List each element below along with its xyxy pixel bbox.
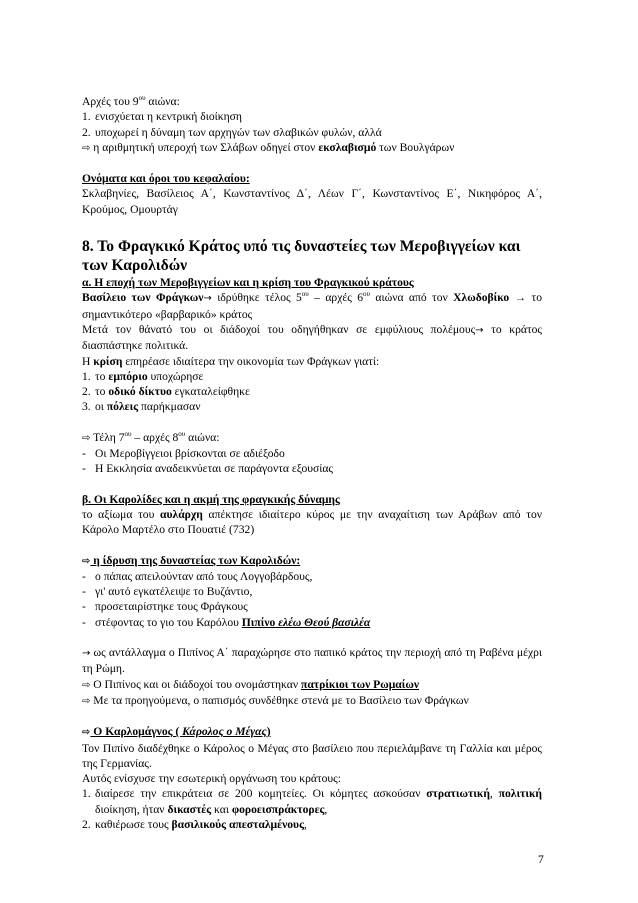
names-terms-heading: Ονόματα και όροι του κεφαλαίου: (82, 172, 250, 186)
arrow-right-icon: ⇨ (82, 695, 91, 707)
list-item: - Η Εκκλησία αναδεικνύεται σε παράγοντα εξουσίας (82, 462, 334, 476)
founding-heading: ⇨ η ίδρυση της δυναστείας των Καρολιδών: (82, 553, 301, 567)
charlemagne-paragraph: Τον Πιπίνο διαδέχθηκε ο Κάρολος ο Μέγας στο βασίλειο που περιελάμβανε τη Γαλλία και μέρος της Γερμανίας. (82, 741, 542, 770)
names-terms-text: Σκλαβηνίες, Βασίλειος Α΄, Κωνσταντίνος Δ΄, Λέων Γ΄, Κωνσταντίνος Ε΄, Νικηφόρος Α΄, Κρούμος, Ομουρτάγ (82, 187, 542, 216)
list-item: 3. οι πόλεις παρήκμασαν (82, 400, 201, 414)
exchange-paragraph: → ως αντάλλαγμα ο Πιπίνος Α΄ παραχώρησε στο παπικό κράτος την περιοχή από τη Ραβένα μέχρι τη Ρώμη. (82, 646, 542, 676)
intro-text: Αρχές του 9 (82, 95, 139, 108)
arrow-right-icon: ⇨ (82, 555, 91, 567)
arrow-right-icon: ⇨ (82, 679, 91, 691)
section-b-heading: β. Οι Καρολίδες και η ακμή της φραγκικής δύναμης (82, 492, 340, 506)
list-item: - προσεταιρίστηκε τους Φράγκους (82, 600, 248, 614)
section-b-paragraph: το αξίωμα του αυλάρχη απέκτησε ιδιαίτερο κύρος με την αναχαίτιση των Αράβων από τον Κάρολο Μαρτέλο στο Πουατιέ (732) (82, 507, 542, 537)
arrow-line: ⇨ η αριθμητική υπεροχή των Σλάβων οδηγεί στον εκσλαβισμό των Βουλγάρων (82, 140, 455, 154)
arrow-right-icon: → (509, 291, 532, 305)
section-a-paragraph: Η κρίση επηρέασε ιδιαίτερα την οικονομία των Φράγκων γιατί: (82, 354, 380, 368)
superscript: ου (138, 94, 146, 102)
list-item: - Οι Μεροβίγγειοι βρίσκονται σε αδιέξοδο (82, 447, 285, 461)
arrow-line: ⇨ Με τα προηγούμενα, ο παπισμός συνδέθηκε στενά με το Βασίλειο των Φράγκων (82, 693, 469, 707)
list-item: 1. το εμπόριο υποχώρησε (82, 369, 204, 383)
arrow-right-icon: ⇨ (82, 432, 91, 444)
page-number: 7 (538, 853, 544, 866)
document-page (82, 94, 542, 832)
list-item: 2. καθιέρωσε τους βασιλικούς απεσταλμένους, (82, 817, 307, 831)
arrow-right-icon: ⇨ (82, 727, 91, 739)
section-a-paragraph: Μετά τον θάνατό του οι διάδοχοί του οδηγήθηκαν σε εμφύλιους πολέμους→ το κράτος διασπάστηκε πολιτικά. (82, 322, 542, 353)
intro-line (82, 94, 542, 109)
chapter-title: 8. Το Φραγκικό Κράτος υπό τις δυναστείες των Μεροβιγγείων και των Καρολιδών (82, 238, 521, 275)
list-item: - στέφοντας το γιο του Καρόλου Πιπίνο ελέω Θεού βασιλέα (82, 615, 371, 629)
arrow-line: ⇨ Τέλη $7^{o\upsilon}$ – αρχές $8^{o\upsilon}$ αιώνα: (82, 429, 220, 444)
arrow-right-icon: → (475, 324, 484, 336)
arrow-line: ⇨ Ο Πιπίνος και οι διάδοχοί του ονομάστηκαν πατρίκιοι των Ρωμαίων (82, 677, 420, 691)
section-a-paragraph: Βασίλειο των Φράγκων→ ιδρύθηκε τέλος $5^{o\upsilon}$ – αρχές $6^{o\upsilon}$ αιώνα από τον Χλωδοβίκο → το σημαντικότερο «βαρβαρικό» κράτος (82, 290, 542, 321)
list-item: 1. ενισχύεται η κεντρική διοίκηση (82, 110, 242, 124)
list-item: 2. υποχωρεί η δύναμη των αρχηγών των σλαβικών φυλών, αλλά (82, 125, 382, 139)
list-item: - ο πάπας απειλούνταν από τους Λογγοβάρδους, (82, 569, 313, 583)
intro-text: αιώνα: (145, 95, 180, 108)
arrow-right-icon: ⇨ (82, 142, 91, 154)
charlemagne-heading: ⇨ Ο Καρλομάγνος ( Κάρολος ο Μέγας) (82, 725, 271, 739)
list-item: 2. το οδικό δίκτυο εγκαταλείφθηκε (82, 385, 250, 399)
arrow-right-icon: → (82, 648, 91, 660)
arrow-right-icon: → (203, 293, 212, 305)
list-item: - γι' αυτό εγκατέλειψε το Βυζάντιο, (82, 585, 253, 599)
section-a-heading: α. Η εποχή των Μεροβιγγείων και η κρίση του Φραγκικού κράτους (82, 276, 414, 290)
charlemagne-paragraph: Αυτός ενίσχυσε την εσωτερική οργάνωση του κράτους: (82, 772, 341, 786)
list-item: 1. διαίρεσε την επικράτεια σε 200 κομητείες. Οι κόμητες ασκούσαν στρατιωτική, πολιτική διοίκηση, ήταν δικαστές και φοροεισπράκτορες, (82, 787, 543, 816)
